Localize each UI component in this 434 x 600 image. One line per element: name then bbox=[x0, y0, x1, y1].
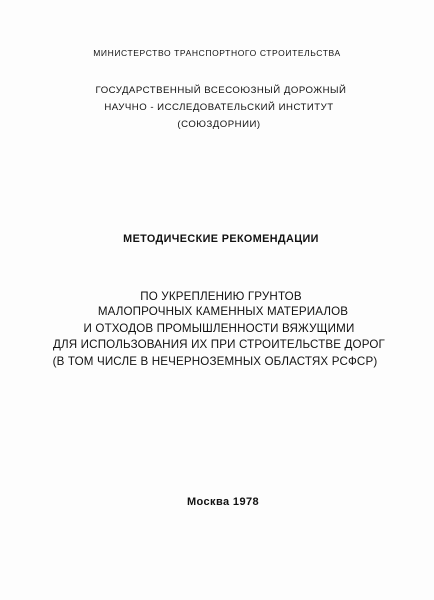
institute-abbreviation: (СОЮЗДОРНИИ) bbox=[177, 119, 261, 130]
institute-name-line-1: ГОСУДАРСТВЕННЫЙ ВСЕСОЮЗНЫЙ ДОРОЖНЫЙ bbox=[95, 85, 347, 96]
ministry-name: МИНИСТЕРСТВО ТРАНСПОРТНОГО СТРОИТЕЛЬСТВА bbox=[93, 48, 341, 58]
document-type-heading: МЕТОДИЧЕСКИЕ РЕКОМЕНДАЦИИ bbox=[123, 233, 319, 245]
subject-line-3: И ОТХОДОВ ПРОМЫШЛЕННОСТИ ВЯЖУЩИМИ bbox=[83, 322, 355, 335]
subject-line-4: ДЛЯ ИСПОЛЬЗОВАНИЯ ИХ ПРИ СТРОИТЕЛЬСТВЕ ДОРОГ bbox=[53, 338, 385, 351]
institute-name-line-2: НАУЧНО - ИССЛЕДОВАТЕЛЬСКИЙ ИНСТИТУТ bbox=[104, 102, 334, 113]
subject-line-5: (В ТОМ ЧИСЛЕ В НЕЧЕРНОЗЕМНЫХ ОБЛАСТЯХ РСФСР) bbox=[52, 355, 378, 368]
subject-line-1: ПО УКРЕПЛЕНИЮ ГРУНТОВ bbox=[140, 290, 302, 303]
place-and-year: Москва 1978 bbox=[186, 496, 260, 508]
subject-line-2: МАЛОПРОЧНЫХ КАМЕННЫХ МАТЕРИАЛОВ bbox=[97, 305, 349, 318]
